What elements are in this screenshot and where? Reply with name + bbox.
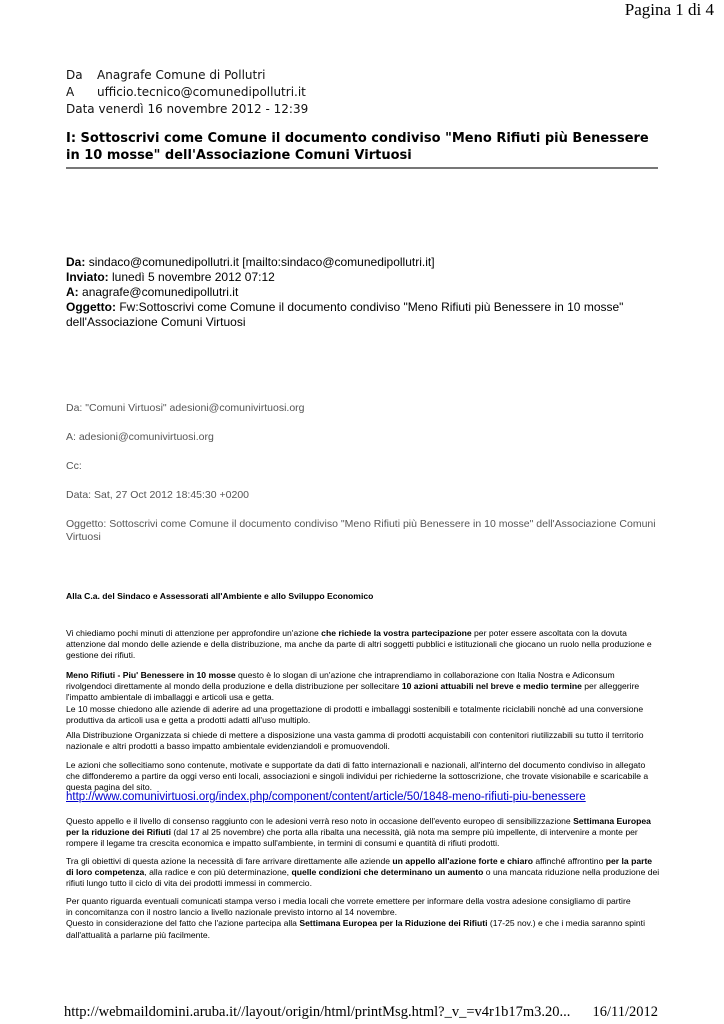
original-to: A: adesioni@comunivirtuosi.org [66,431,214,443]
p7-bold-d: Settimana Europea per la Riduzione dei Rifiuti [299,918,488,929]
p6-bold-d: per la parte di loro competenza [66,856,653,878]
header-date-value: venerdì 16 novembre 2012 - 12:39 [98,102,309,116]
message-header [66,67,308,118]
header-from-value: Anagrafe Comune di Pollutri [97,68,266,82]
article-link[interactable]: http://www.comunivirtuosi.org/index.php/component/content/article/50/1848-meno-rifiuti-piu-benessere [66,791,586,803]
fwd-sent-label: Inviato: [66,270,109,284]
header-date-label: Data [66,102,95,116]
header-to-label: A [66,85,75,99]
footer-url: http://webmaildomini.aruba.it//layout/origin/html/printMsg.html?_v_=v4r1b17m3.20... [64,1004,571,1020]
salutation-text: Alla C.a. del Sindaco e Assessorati all'Ambiente e allo Sviluppo Economico [66,591,374,601]
paragraph-5 [66,816,660,850]
fwd-from-label: Da: [66,255,86,269]
paragraph-2 [66,670,660,726]
p2-text-b: questo è lo slogan di un'azione che intraprendiamo in collaborazione con Italia Nostra e Adiconsum rivolgendoci direttamente al mondo della produzione e della distribuzione per sollecitare [66,670,615,692]
subject-divider [66,167,658,169]
p6-text-g: o una mancata riduzione nella produzione dei rifiuti lungo tutto il ciclo di vita dei prodotti immessi in commercio. [66,867,660,889]
p2-text-e: Le 10 mosse chiedono alle aziende di aderire ad una progettazione di prodotti e imballaggi sostenibili e totalmente riciclabili nonchè ad una conversione produttiva da articoli usa e getta a prodotti adatti all'uso multiplo. [66,703,644,725]
paragraph-1 [66,628,660,662]
header-to-value: ufficio.tecnico@comunedipollutri.it [97,85,306,99]
header-to-row [66,84,308,101]
header-from-row [66,67,308,84]
fwd-to-value: anagrafe@comunedipollutri.it [82,285,239,299]
p2-bold-a: Meno Rifiuti - Piu' Benessere in 10 mosse [66,670,236,680]
page-number: Pagina 1 di 4 [624,0,714,19]
message-subject: I: Sottoscrivi come Comune il documento condiviso "Meno Rifiuti più Benessere in 10 mosse" dell'Associazione Comuni Virtuosi [66,131,649,163]
p2-text-d: per alleggerire l'impatto ambientale di imballaggi e articoli usa e getta. [66,681,640,703]
header-from-label: Da [66,68,83,82]
fwd-subject-label: Oggetto: [66,300,116,314]
p1-text-c: per poter essere ascoltata con la dovuta attenzione dal mondo delle aziende e della distribuzione, ma anche da parte di altri soggetti pubblici e istituzionali che giocano un ruolo nella produzione e gestione dei rifiuti. [66,628,652,661]
p7-text-e: (17-25 nov.) [487,918,536,929]
fwd-from-value: sindaco@comunedipollutri.it [mailto:sindaco@comunedipollutri.it] [88,255,435,269]
paragraph-4: Le azioni che sollecitiamo sono contenute, motivate e supportate da dati di fatto internazionali e nazionali, all'interno del documento condiviso in allegato che diffonderemo a partire da oggi verso enti locali, associazioni e singoli individui per richiederne la sottoscrizione, che trovate visionabile e scaricabile a questa pagina del sito. [66,760,649,793]
p5-text-c: (dal 17 al 25 novembre) che porta alla ribalta una necessità, già nota ma sempre più impellente, di intervenire a monte per rompere il legame tra crescita economica e impatto sull'ambiente, in termini di consumi e quantità di rifiuti prodotti. [66,827,638,849]
p1-text-a: Vi chiediamo pochi minuti di attenzione per approfondire un'azione [66,628,322,638]
original-from: Da: "Comuni Virtuosi" adesioni@comunivirtuosi.org [66,402,305,414]
original-cc: Cc: [66,460,82,472]
p5-bold: Settimana Europea per la riduzione dei Rifiuti [66,816,651,838]
p6-bold-f: quelle condizioni che determinano un aumento [291,867,484,878]
p7-text-f: e che i media saranno spinti dall'attualità a parlarne più facilmente. [66,918,645,940]
p7-text-b: in concomitanza con il nostro lancio a livello nazionale previsto intorno al 14 novembre. [66,907,398,918]
print-footer [64,1004,658,1021]
paragraph-6 [66,856,660,890]
letter-salutation [66,591,660,602]
fwd-to-label: A: [66,285,79,299]
original-subject: Oggetto: Sottoscrivi come Comune il documento condiviso "Meno Rifiuti più Benessere in 10 mosse" dell'Associazione Comuni Virtuosi [66,518,656,543]
fwd-subject-value: Fw:Sottoscrivi come Comune il documento condiviso "Meno Rifiuti più Benessere in 10 mosse" dell'Associazione Comuni Virtuosi [66,300,624,329]
p7-text-a: Per quanto riguarda eventuali comunicati stampa verso i media locali che vorrete emettere per informare della vostra adesione consigliamo di partire [66,896,631,906]
article-link-row [66,792,660,803]
header-date-row [66,101,308,118]
original-date: Data: Sat, 27 Oct 2012 18:45:30 +0200 [66,489,250,501]
paragraph-3: Alla Distribuzione Organizzata si chiede di mettere a disposizione una vasta gamma di prodotti acquistabili con contenitori riutilizzabili su tutto il territorio nazionale e altri prodotti a basso impatto ambientale evidenziandoli e promuovendoli. [66,730,644,752]
p6-text-e: , alla radice e con più determinazione, [144,867,292,878]
footer-date: 16/11/2012 [592,1004,658,1020]
p6-text-a: Tra gli obiettivi di questa azione la necessità di fare arrivare direttamente alle aziende [66,856,393,866]
p2-bold-c: 10 azioni attuabili nel breve e medio termine [401,681,582,692]
p6-text-c: affinché affrontino [532,856,606,866]
p7-text-c: Questo in considerazione del fatto che l'azione partecipa alla [66,918,300,929]
p1-bold: che richiede la vostra partecipazione [321,628,472,638]
p5-text-a: Questo appello e il livello di consenso raggiunto con le adesioni verrà reso noto in occasione dell'evento europeo di sensibilizzazione [66,816,574,826]
p6-bold-b: un appello all'azione forte e chiaro [392,856,533,866]
paragraph-7 [66,896,660,941]
forwarded-header [66,255,666,330]
fwd-sent-value: lunedì 5 novembre 2012 07:12 [112,270,275,284]
